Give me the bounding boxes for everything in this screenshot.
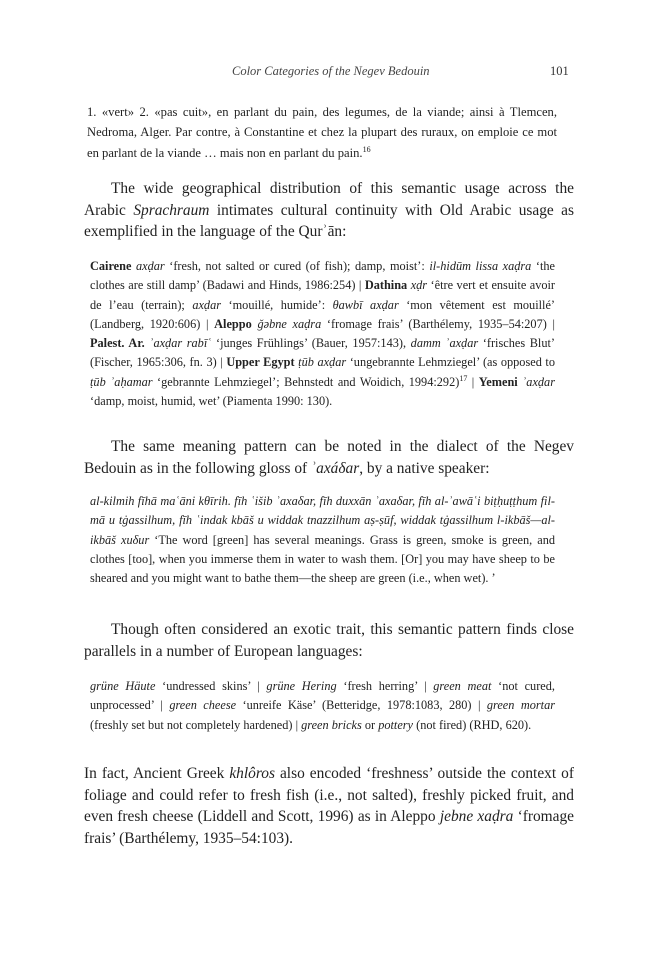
para-italic-term: Sprachraum [133,201,210,219]
para-text: Though often considered an exotic trait, this semantic pattern finds close parallels in a number of European languages: [84,621,574,660]
example-gloss: ‘unreife Käse’ (Betteridge, 1978:1083, 280) | [236,698,487,713]
european-examples [90,677,555,735]
example-gloss: ‘fromage frais’ (Barthélemy, 1935–54:207) | [321,316,555,331]
para-italic-term: khlôros [229,765,275,782]
paragraph-european [84,619,574,662]
example-gloss: ‘gebrannte Lehmziegel’; Behnstedt and Woidich, 1994:292) [152,374,460,389]
example-word: ʾaxḍar [522,374,555,389]
negev-gloss-quote [90,492,555,588]
running-title: Color Categories of the Negev Bedouin [232,64,430,78]
example-gloss: ‘not cured, unprocessed’ | [90,679,555,713]
footnote-ref-16: 16 [362,144,371,154]
example-gloss: ‘être vert et ensuite avoir de l’eau (terrain); [90,278,556,312]
para-text: intimates cultural continuity with Old Arabic usage as exemplified in the language of the Qurʾān: [84,201,574,241]
example-word: green meat [433,679,492,693]
para-text: The same meaning pattern can be noted in the dialect of the Negev Bedouin as in the following gloss of [84,438,574,477]
example-gloss: ‘junges Frühlings’ (Bauer, 1957:143), [211,336,411,351]
example-gloss: ‘fresh herring’ | [336,679,434,693]
running-head [0,64,650,84]
example-word: pottery [378,717,414,732]
example-gloss: ‘damp, moist, humid, wet’ (Piamenta 1990: 130). [90,394,333,409]
example-gloss: (not fired) (RHD, 620). [413,717,532,732]
example-word: ʾaxḍar rabīʿ [149,336,212,351]
dialect-dathina: Dathina [364,278,408,293]
example-word: θawbī axḍar [332,297,399,312]
example-gloss: ‘ungebrannte Lehmziegel’ (as opposed to [346,355,555,370]
example-gloss: ‘fresh, not salted or cured (of fish); damp, moist’: [164,259,430,273]
dialect-palestinian: Palest. Ar. [90,336,145,351]
para-text: ‘fromage frais’ (Barthélemy, 1935–54:103). [84,808,575,847]
example-word: grüne Hering [266,679,337,693]
para-italic-term: ʾaxáδar [311,459,360,477]
example-gloss: | [467,374,479,389]
example-word: green mortar [486,698,556,713]
example-gloss: or [361,717,379,732]
para-text: In fact, Ancient Greek [84,765,230,782]
dialect-examples [90,257,555,411]
example-gloss: ‘undressed skins’ | [155,679,267,693]
example-word: green bricks [301,717,362,732]
example-word: xḍr [410,278,428,293]
para-text: also encoded ‘freshness’ outside the context of foliage and could refer to fresh fish (i.e., not salted), freshly picked fruit, and even fresh cheese (Liddell and Scott, 1996) as in Aleppo [84,765,574,826]
example-gloss: ‘mon vêtement est mouillé’ (Landberg, 1920:606) | [90,297,555,331]
english-translation: ‘The word [green] has several meanings. Grass is green, smoke is green, and clothes [too], when you immerse them in water to wash them. [Or] you may have sheep to be sheared and you might want to bathe them—the sheep are green (i.e., when wet). ’ [90,532,555,586]
example-word: damm ʾaxḍar [410,336,479,351]
footnote-ref-17: 17 [459,373,468,383]
dialect-yemeni: Yemeni [478,374,518,389]
example-word: ǧəbne xaḍra [257,316,322,331]
paragraph-greek [84,763,574,849]
example-gloss: ‘frisches Blut’ (Fischer, 1965:306, fn. 3) | [90,336,556,370]
example-word: il-hidūm lissa xaḍra [429,259,532,273]
para-text: , by a native speaker: [359,459,490,477]
example-word: axḍar [192,297,222,312]
arabic-transcription: al-kilmih fīhā maʿāni kθīrih. fīh ʿišib ʾaxaδar, fīh duxxān ʾaxaδar, fīh al-ʾawāʿi biṭḥuṭṭhum fil-mā u tġassilhum, fīh ʿindak kbāš u widdak tnazzilhum aṣ-ṣūf, widdak tġassilhum l-ikbāš—al-ikbāš xuδur [90,494,555,547]
french-quote [87,102,557,163]
example-gloss: ‘the clothes are still damp’ (Badawi and Hinds, 1986:254) | [90,259,555,293]
quote-text: 1. «vert» 2. «pas cuit», en parlant du pain, des legumes, de la viande; ainsi à Tlemcen, Nedroma, Alger. Par contre, à Constantine et chez la plupart des ruraux, on emploie ce mot en parlant de la viande … mais non en parlant du pain. [87,105,557,160]
example-word: ṭūb axḍar [298,355,347,370]
para-italic-term: jebne xaḍra [439,808,514,826]
example-word: green cheese [169,698,237,713]
page-number: 101 [550,64,569,78]
paragraph-negev [84,436,574,479]
example-word: grüne Häute [90,679,156,693]
example-word: axḍar [135,259,165,273]
para-text: The wide geographical distribution of this semantic usage across the Arabic [84,180,574,219]
example-gloss: ‘mouillé, humide’: [221,297,333,312]
dialect-aleppo: Aleppo [214,316,252,331]
example-gloss: (freshly set but not completely hardened) | [90,717,302,732]
paragraph-distribution [84,178,574,243]
dialect-upper-egypt: Upper Egypt [226,355,295,370]
example-word: ṭūb ʾaḥamar [90,374,153,389]
dialect-cairene: Cairene [90,259,132,273]
